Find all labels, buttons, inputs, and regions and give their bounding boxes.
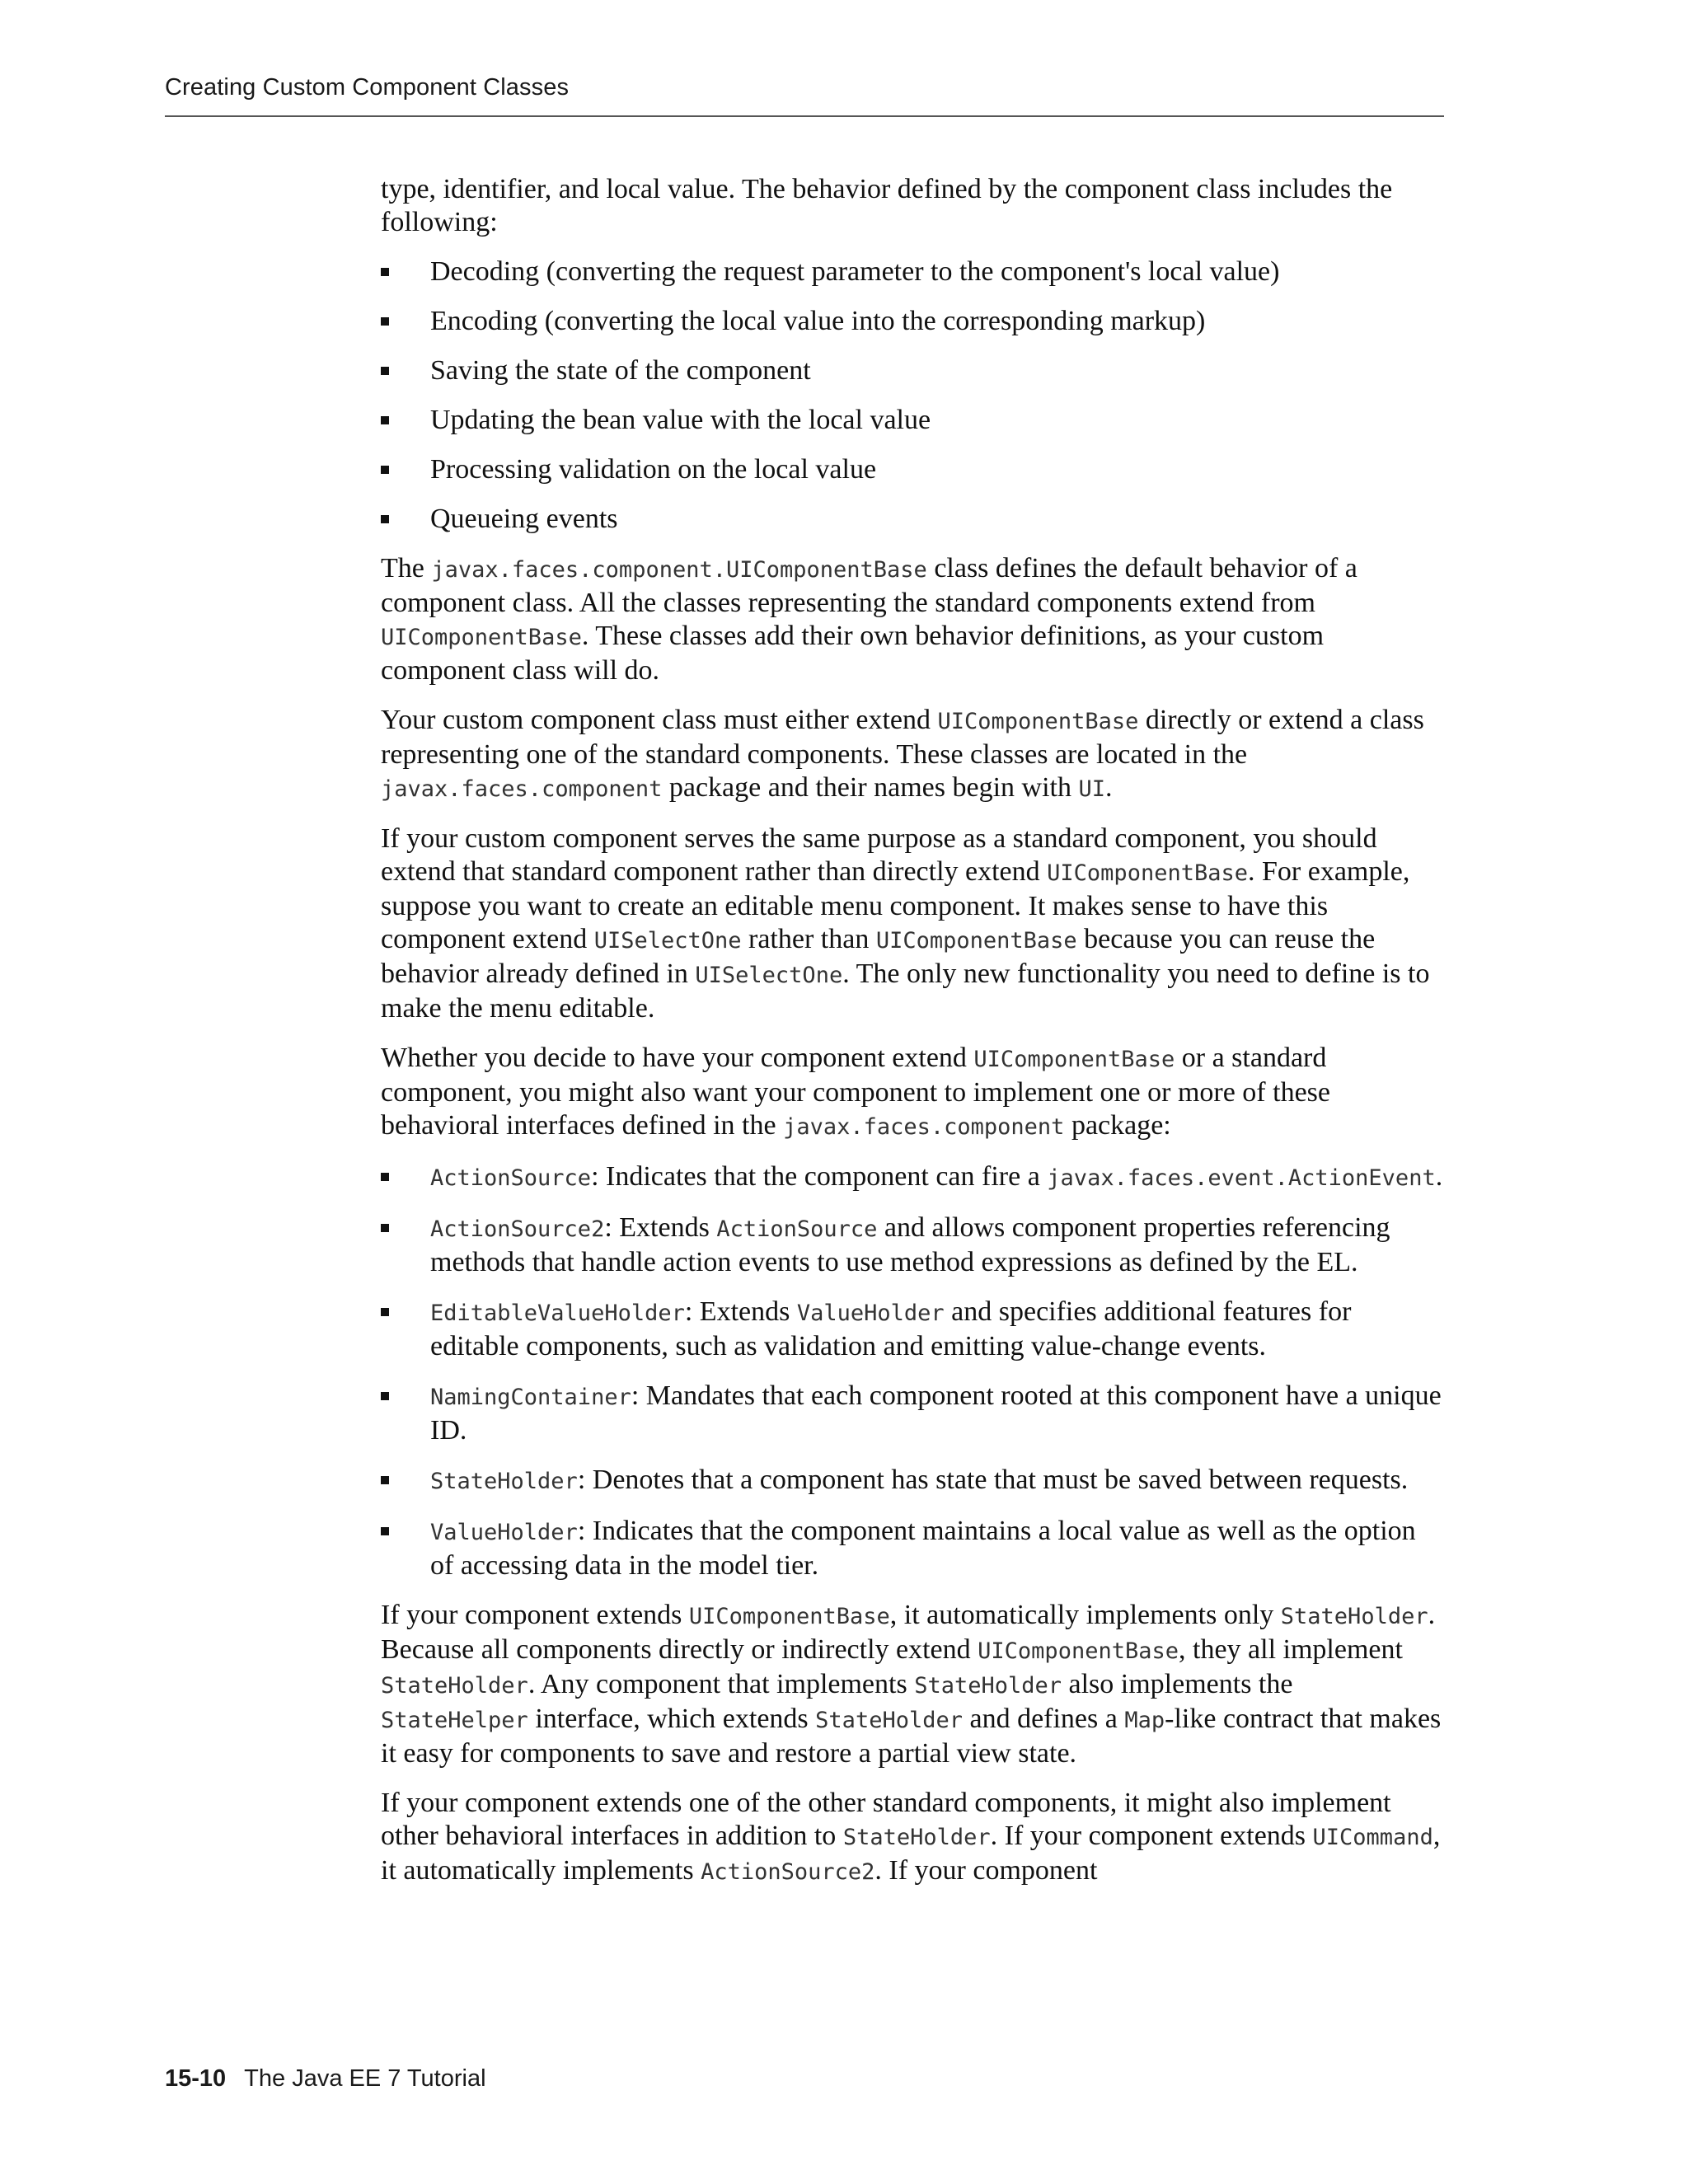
code-span: UIComponentBase [875, 928, 1077, 954]
list-item: ActionSource: Indicates that the component can fire a javax.faces.event.ActionEvent. [381, 1160, 1446, 1195]
bullet-icon [381, 1224, 389, 1232]
paragraph: The javax.faces.component.UIComponentBase class defines the default behavior of a component class. All the classes representing the standard components extend from UIComponentBase. These classes add their own behavior definitions, as your custom component class will do. [381, 553, 1357, 686]
code-span: NamingContainer [430, 1385, 631, 1410]
code-span: ValueHolder [796, 1301, 945, 1326]
paragraph: If your component extends UIComponentBase, it automatically implements only StateHolder. Because all components directly or indirectly extend UIComponentBase, they all implement StateHolder. Any component that implements StateHolder also implements the StateHelper interface, which extends StateHolder and defines a Map-like contract that makes it easy for components to save and restore a partial view state. [381, 1600, 1442, 1769]
code-span: EditableValueHolder [430, 1301, 685, 1326]
bullet-icon [381, 1173, 389, 1181]
list-item: Updating the bean value with the local value [381, 404, 1446, 437]
list-item: Processing validation on the local value [381, 453, 1446, 486]
code-span: UIComponentBase [937, 709, 1139, 734]
list-item: ValueHolder: Indicates that the component maintains a local value as well as the option of accessing data in the model tier. [381, 1515, 1446, 1582]
interface-list [381, 1160, 1446, 1582]
code-span: ActionSource [430, 1165, 592, 1191]
code-span: ActionSource2 [430, 1216, 605, 1242]
code-span: javax.faces.component [783, 1114, 1065, 1140]
code-span: StateHolder [914, 1673, 1062, 1699]
code-span: Map [1124, 1708, 1165, 1733]
bullet-icon [381, 466, 389, 474]
paragraph: Whether you decide to have your component extend UIComponentBase or a standard component, you might also want your component to implement one or more of these behavioral interfaces defined in the javax.faces.component package: [381, 1043, 1330, 1141]
page-number: 15-10 [165, 2065, 227, 2092]
list-item: NamingContainer: Mandates that each component rooted at this component have a unique ID. [381, 1380, 1446, 1447]
code-span: javax.faces.component.UIComponentBase [431, 557, 927, 583]
code-span: ValueHolder [430, 1520, 578, 1545]
list-item: Queueing events [381, 503, 1446, 536]
page-body [381, 173, 1446, 1905]
code-span: UI [1078, 776, 1105, 802]
list-item: StateHolder: Denotes that a component has state that must be saved between requests. [381, 1464, 1446, 1498]
code-span: ActionSource2 [701, 1859, 875, 1885]
code-span: javax.faces.event.ActionEvent [1047, 1165, 1436, 1191]
code-span: StateHolder [430, 1469, 578, 1494]
code-span: UIComponentBase [381, 625, 582, 650]
bullet-icon [381, 367, 389, 375]
book-title: The Java EE 7 Tutorial [244, 2065, 486, 2092]
bullet-icon [381, 515, 389, 523]
code-span: UISelectOne [695, 963, 843, 988]
list-item: EditableValueHolder: Extends ValueHolder and specifies additional features for editable components, such as validation and emitting value-change events. [381, 1296, 1446, 1363]
code-span: StateHelper [381, 1708, 528, 1733]
code-span: StateHolder [842, 1825, 991, 1850]
bullet-icon [381, 317, 389, 326]
behavior-list [381, 255, 1446, 536]
bullet-icon [381, 1308, 389, 1316]
header-rule [165, 115, 1444, 117]
code-span: StateHolder [1280, 1604, 1428, 1629]
code-span: UIComponentBase [973, 1047, 1175, 1072]
list-item: ActionSource2: Extends ActionSource and allows component properties referencing methods that handle action events to use method expressions as defined by the EL. [381, 1212, 1446, 1279]
code-span: StateHolder [381, 1673, 528, 1699]
bullet-icon [381, 1476, 389, 1484]
paragraph: Your custom component class must either extend UIComponentBase directly or extend a class representing one of the standard components. These classes are located in the javax.faces.component package and their names begin with UI. [381, 705, 1424, 803]
code-span: UIComponentBase [1047, 860, 1248, 886]
bullet-icon [381, 416, 389, 424]
code-span: UIComponentBase [688, 1604, 890, 1629]
code-span: UICommand [1312, 1825, 1433, 1850]
code-span: ActionSource [716, 1216, 878, 1242]
list-item: Saving the state of the component [381, 354, 1446, 387]
bullet-icon [381, 1527, 389, 1535]
bullet-icon [381, 268, 389, 276]
list-item: Encoding (converting the local value into the corresponding markup) [381, 305, 1446, 338]
list-item: Decoding (converting the request parameter to the component's local value) [381, 255, 1446, 288]
running-header: Creating Custom Component Classes [165, 74, 570, 101]
code-span: StateHolder [815, 1708, 963, 1733]
code-span: UIComponentBase [978, 1638, 1179, 1664]
code-span: UISelectOne [593, 928, 742, 954]
code-span: javax.faces.component [381, 776, 663, 802]
bullet-icon [381, 1392, 389, 1400]
page-footer [165, 2065, 486, 2093]
paragraph: type, identifier, and local value. The behavior defined by the component class includes the following: [381, 174, 1393, 237]
paragraph: If your custom component serves the same purpose as a standard component, you should extend that standard component rather than directly extend UIComponentBase. For example, suppose you want to create an editable menu component. It makes sense to have this component extend UISelectOne rather than UIComponentBase because you can reuse the behavior already defined in UISelectOne. The only new functionality you need to define is to make the menu editable. [381, 823, 1430, 1024]
paragraph: If your component extends one of the other standard components, it might also implement other behavioral interfaces in addition to StateHolder. If your component extends UICommand, it automatically implements ActionSource2. If your component [381, 1788, 1441, 1886]
